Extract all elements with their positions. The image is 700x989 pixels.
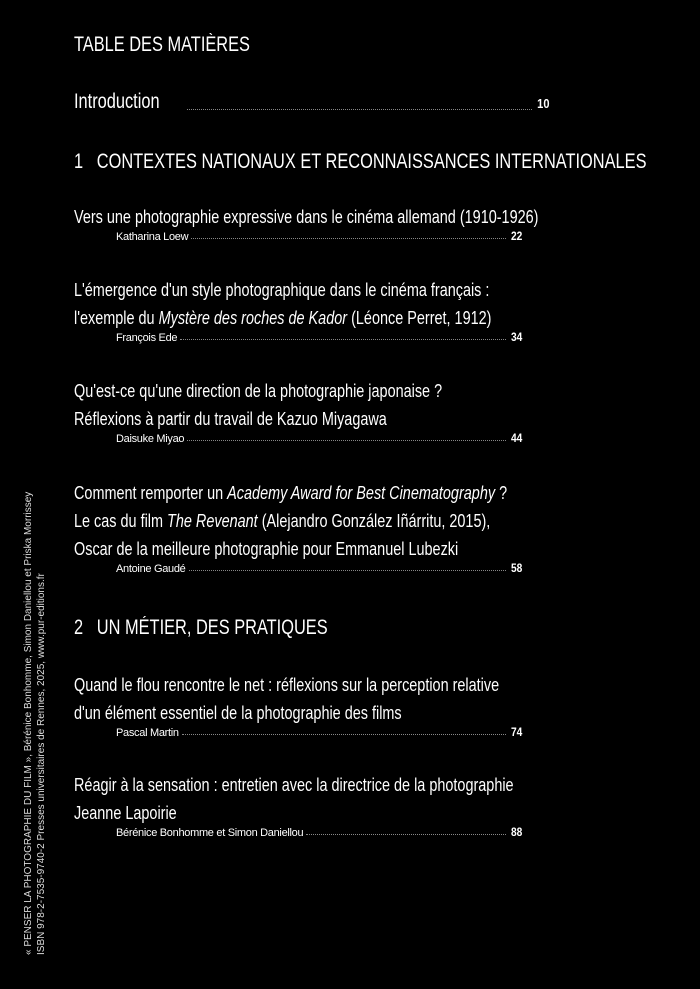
dot-leader	[187, 439, 505, 441]
entry-title: Réflexions à partir du travail de Kazuo Miyagawa	[74, 408, 387, 429]
toc-entry[interactable]	[74, 479, 674, 575]
page-number: 74	[510, 725, 522, 739]
entry-author: Pascal Martin	[116, 727, 179, 739]
toc-entry-introduction[interactable]	[74, 90, 674, 118]
entry-title: L'émergence d'un style photographique dans le cinéma français :	[74, 279, 490, 300]
sidebar-line: ISBN 978-2-7535-9740-2 Presses universitaires de Rennes, 2025, www.pur-editions.fr	[36, 573, 47, 955]
entry-title: l'exemple du Mystère des roches de Kador (Léonce Perret, 1912)	[74, 307, 492, 328]
part-heading-2	[74, 616, 674, 640]
page-number: 58	[510, 561, 522, 575]
entry-label: Introduction	[74, 90, 160, 113]
entry-author: François Ede	[116, 332, 178, 344]
toc-entry[interactable]	[74, 276, 674, 344]
entry-title: Vers une photographie expressive dans le cinéma allemand (1910-1926)	[74, 206, 539, 227]
page-number: 34	[510, 330, 522, 344]
sidebar-line: « PENSER LA PHOTOGRAPHIE DU FILM », Bérénice Bonhomme, Simon Daniellou et Priska Morrissey	[23, 491, 34, 955]
toc-entry[interactable]	[74, 377, 674, 445]
toc-entry[interactable]	[74, 671, 674, 739]
dot-leader	[180, 338, 505, 340]
copyright-sidebar	[22, 492, 48, 955]
dot-leader	[189, 569, 506, 571]
entry-author: Katharina Loew	[116, 231, 189, 243]
page-number: 22	[510, 229, 522, 243]
dot-leader	[191, 237, 505, 239]
toc-entry[interactable]	[74, 771, 674, 839]
entry-title: Jeanne Lapoirie	[74, 802, 177, 823]
entry-author: Daisuke Miyao	[116, 433, 185, 445]
dot-leader	[306, 833, 505, 835]
entry-title: Réagir à la sensation : entretien avec la directrice de la photographie	[74, 774, 514, 795]
entry-title: Quand le flou rencontre le net : réflexions sur la perception relative	[74, 674, 500, 695]
part-number: 1	[74, 150, 84, 173]
part-title: CONTEXTES NATIONAUX ET RECONNAISSANCES INTERNATIONALES	[96, 150, 647, 173]
entry-title: Le cas du film The Revenant (Alejandro González Iñárritu, 2015),	[74, 510, 491, 531]
title-text: TABLE DES MATIÈRES	[74, 33, 250, 56]
entry-title: Qu'est-ce qu'une direction de la photographie japonaise ?	[74, 380, 443, 401]
page-number: 88	[510, 825, 522, 839]
page-title	[74, 33, 674, 57]
entry-title: Oscar de la meilleure photographie pour Emmanuel Lubezki	[74, 538, 459, 559]
page-number: 10	[536, 96, 549, 111]
dot-leader	[187, 108, 532, 110]
toc-entry[interactable]	[74, 203, 674, 243]
dot-leader	[182, 733, 506, 735]
entry-author: Antoine Gaudé	[116, 563, 186, 575]
entry-title: Comment remporter un Academy Award for Best Cinematography ?	[74, 482, 508, 503]
page-number: 44	[510, 431, 522, 445]
entry-author: Bérénice Bonhomme et Simon Daniellou	[116, 827, 304, 839]
part-title: UN MÉTIER, DES PRATIQUES	[96, 616, 328, 639]
part-heading-1	[74, 150, 674, 174]
entry-title: d'un élément essentiel de la photographie des films	[74, 702, 402, 723]
part-number: 2	[74, 616, 84, 639]
